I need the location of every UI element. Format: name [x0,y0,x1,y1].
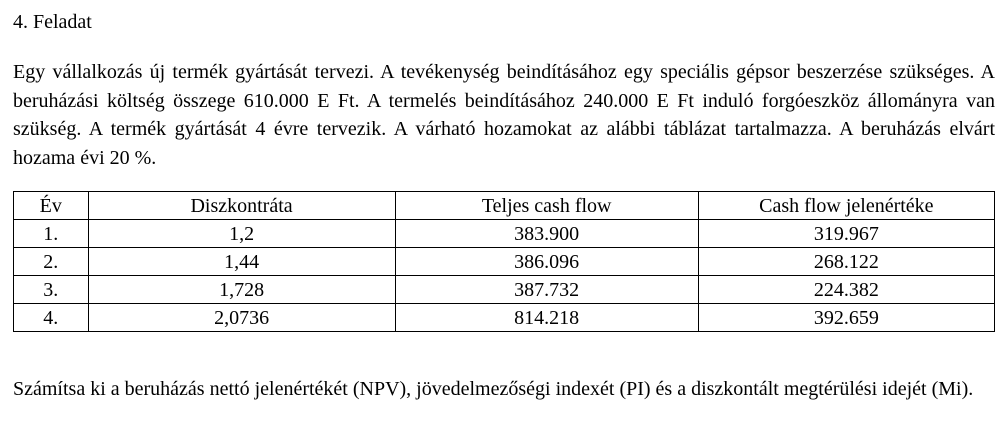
table-row [14,248,995,276]
table-row [14,304,995,332]
cell-total-cashflow: 383.900 [395,220,698,248]
cell-total-cashflow: 814.218 [395,304,698,332]
intro-paragraph: Egy vállalkozás új termék gyártását tervezi. A tevékenység beindításához egy speciális gépsor beszerzése szükséges. A beruházási költség összege 610.000 E Ft. A termelés beindításához 240.000 E Ft induló forgóeszköz állományra van szükség. A termék gyártását 4 évre tervezik. A várható hozamokat az alábbi táblázat tartalmazza. A beruházás elvárt hozama évi 20 %. [13,61,995,169]
cell-present-value: 392.659 [698,304,994,332]
cell-year: 1. [14,220,89,248]
cell-discount-rate: 2,0736 [88,304,395,332]
table-row [14,276,995,304]
cell-year: 4. [14,304,89,332]
cell-year: 3. [14,276,89,304]
table-row [14,220,995,248]
exercise-title: 4. Feladat [13,11,92,33]
table-header-row [14,192,995,220]
cell-discount-rate: 1,728 [88,276,395,304]
cell-present-value: 319.967 [698,220,994,248]
col-header-present-value: Cash flow jelenértéke [698,192,994,220]
cell-present-value: 224.382 [698,276,994,304]
cell-discount-rate: 1,44 [88,248,395,276]
cell-discount-rate: 1,2 [88,220,395,248]
question-paragraph: Számítsa ki a beruházás nettó jelenértékét (NPV), jövedelmezőségi indexét (PI) és a diszkontált megtérülési idejét (Mi). [13,378,974,400]
cell-present-value: 268.122 [698,248,994,276]
col-header-total-cashflow: Teljes cash flow [395,192,698,220]
cell-total-cashflow: 387.732 [395,276,698,304]
cashflow-table [13,191,995,332]
cell-year: 2. [14,248,89,276]
cell-total-cashflow: 386.096 [395,248,698,276]
col-header-year: Év [14,192,89,220]
col-header-discount-rate: Diszkontráta [88,192,395,220]
